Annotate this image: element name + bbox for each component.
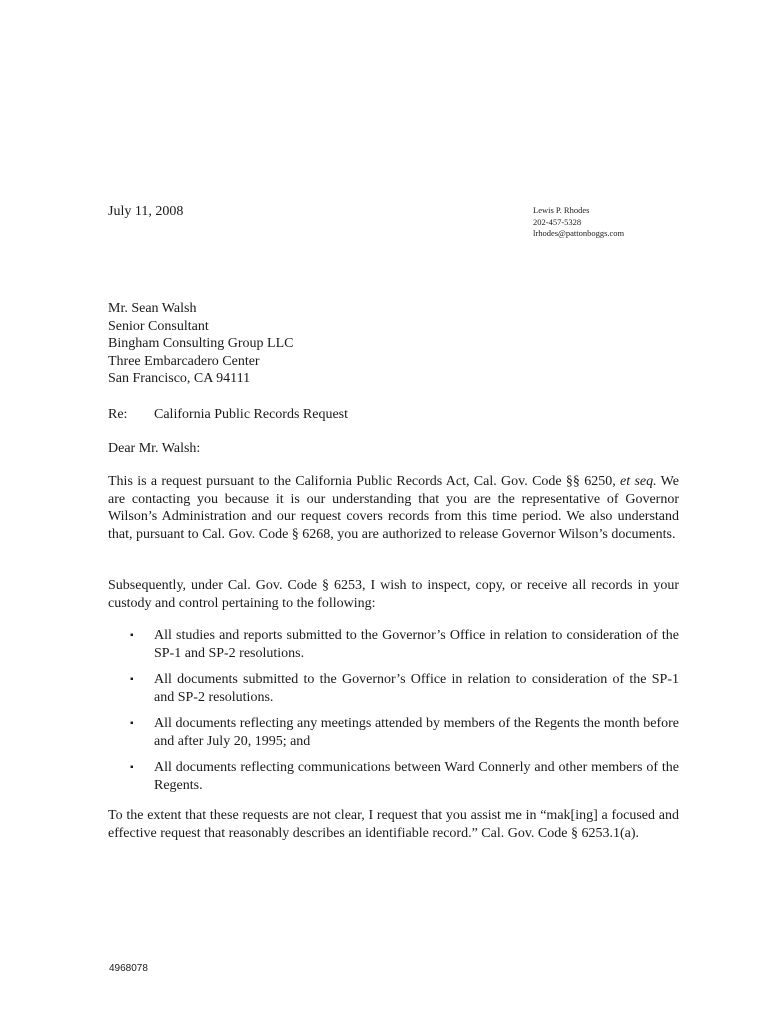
paragraph-closing: To the extent that these requests are not clear, I request that you assist me in “mak[ing] a focused and effective request that reasonably describes an identifiable record.” Cal. Gov. Code § 6253.1(a). [108, 808, 679, 841]
list-item-text: All documents reflecting any meetings attended by members of the Regents the month before and after July 20, 1995; and [154, 716, 679, 749]
et-seq-italic: et seq. [620, 474, 657, 489]
sender-email: lrhodes@pattonboggs.com [533, 228, 625, 238]
list-item-text: All studies and reports submitted to the Governor’s Office in relation to consideration of the SP-1 and SP-2 resolutions. [154, 628, 679, 661]
recipient-name: Mr. Sean Walsh [108, 301, 197, 316]
list-item [108, 715, 679, 750]
salutation: Dear Mr. Walsh: [108, 441, 201, 456]
bullet-icon: ▪ [130, 718, 134, 729]
recipient-address [108, 300, 294, 388]
bullet-icon: ▪ [130, 762, 134, 773]
paragraph-intro-text-1: This is a request pursuant to the California Public Records Act, Cal. Gov. Code §§ 6250, [108, 474, 621, 489]
recipient-company: Bingham Consulting Group LLC [108, 336, 294, 351]
paragraph-intro-text-2: We are contacting you because it is our understanding that you are the representative of Governor Wilson’s Administration and our request covers records from this time period. We also understand that, pursuant to Cal. Gov. Code § 6268, you are authorized to release Governor Wilson’s documents. [108, 474, 679, 542]
recipient-street: Three Embarcadero Center [108, 353, 260, 369]
re-label: Re: [108, 407, 128, 422]
sender-phone: 202-457-5328 [533, 216, 582, 227]
request-bullet-list [108, 627, 679, 803]
document-number: 4968078 [109, 963, 148, 974]
sender-name: Lewis P. Rhodes [533, 205, 590, 215]
list-item [108, 671, 679, 706]
bullet-icon: ▪ [130, 630, 134, 641]
list-item [108, 627, 679, 662]
bullet-icon: ▪ [130, 674, 134, 685]
paragraph-request: Subsequently, under Cal. Gov. Code § 6253, I wish to inspect, copy, or receive all records in your custody and control pertaining to the following: [108, 578, 679, 611]
recipient-city: San Francisco, CA 94111 [108, 371, 251, 386]
re-subject: California Public Records Request [154, 407, 349, 422]
recipient-title: Senior Consultant [108, 318, 209, 334]
paragraph-intro [108, 473, 679, 543]
list-item-text: All documents reflecting communications between Ward Connerly and other members of the Regents. [154, 760, 679, 793]
list-item-text: All documents submitted to the Governor’s Office in relation to consideration of the SP-1 and SP-2 resolutions. [154, 672, 679, 705]
letter-date: July 11, 2008 [108, 204, 184, 219]
list-item [108, 759, 679, 794]
sender-block [533, 205, 624, 240]
